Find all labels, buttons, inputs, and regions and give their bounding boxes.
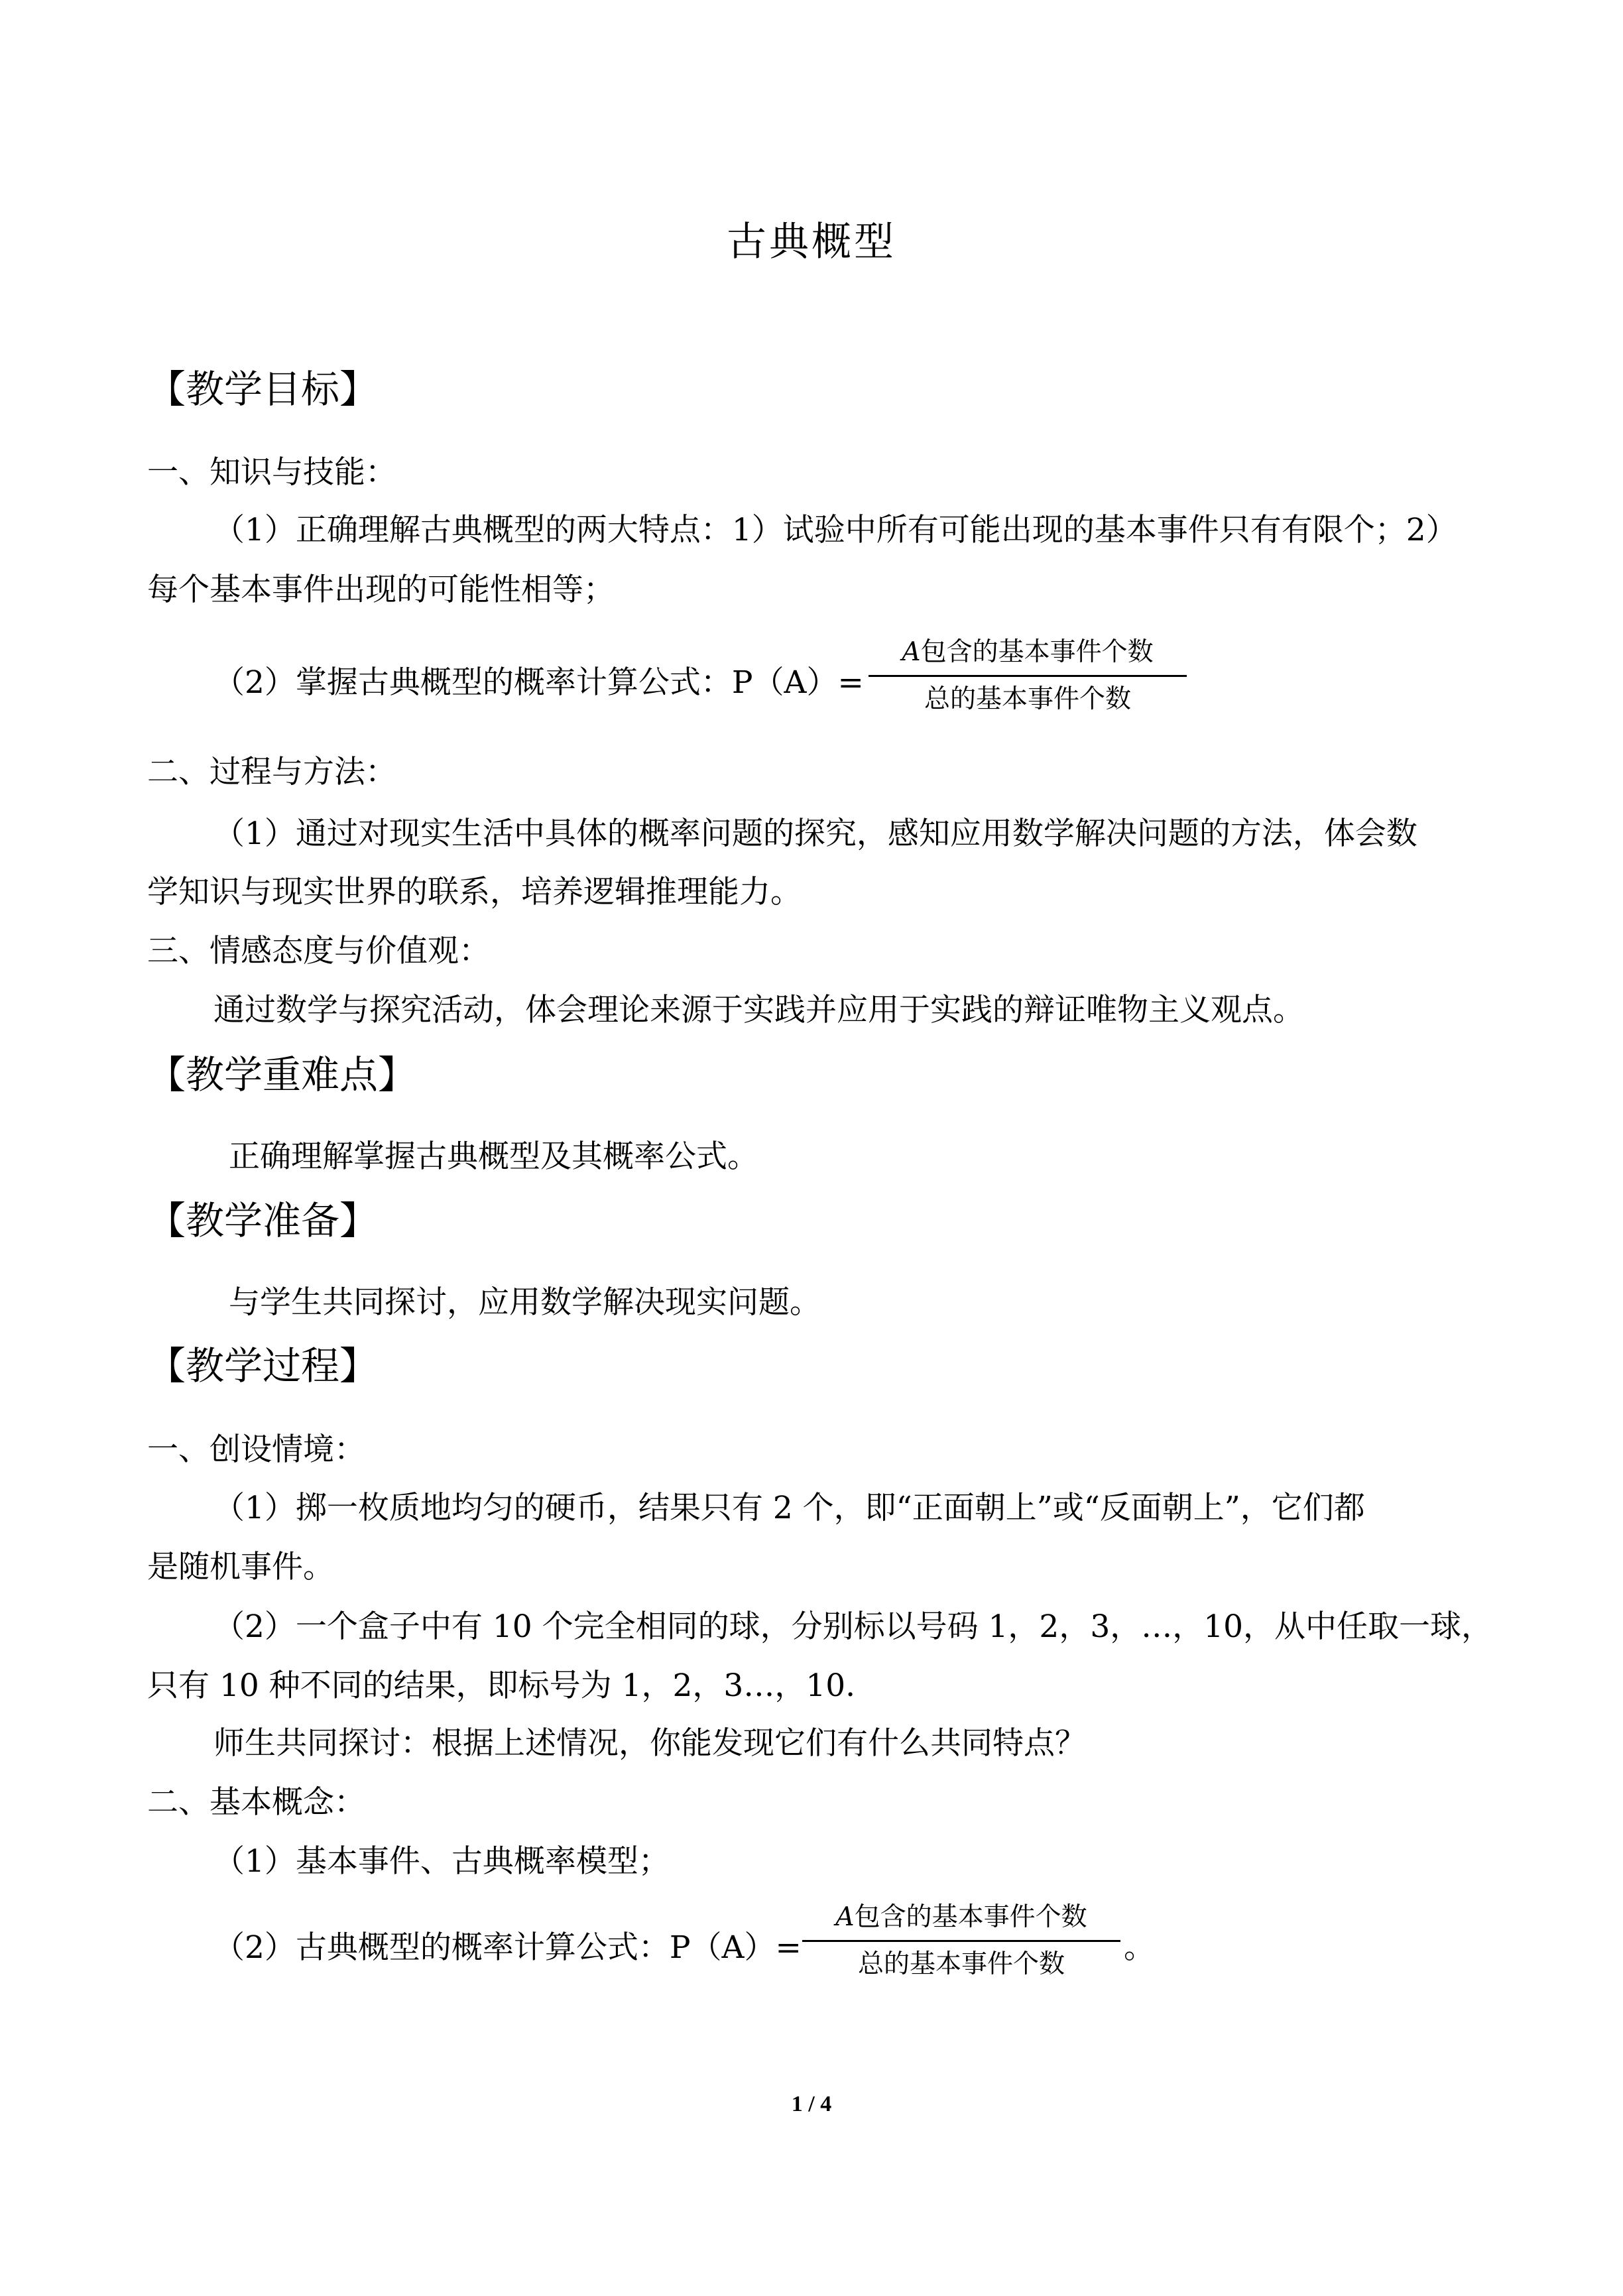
- process-part1-item1-line2: 是随机事件。: [147, 1549, 334, 1585]
- fraction-bar: [802, 1940, 1120, 1942]
- goals-part3-label: 三、情感态度与价值观：: [147, 933, 490, 969]
- goals-part2-item1-line1: （1）通过对现实生活中具体的概率问题的探究，感知应用数学解决问题的方法，体会数: [213, 816, 1417, 852]
- formula-denominator: 总的基本事件个数: [857, 1949, 1065, 1979]
- process-part2-label: 二、基本概念：: [147, 1784, 365, 1821]
- document-title: 古典概型: [727, 219, 896, 265]
- goals-part1-label: 一、知识与技能：: [147, 454, 396, 491]
- goals-part3-text: 通过数学与探究活动，体会理论来源于实践并应用于实践的辩证唯物主义观点。: [213, 992, 1304, 1028]
- process-part1-label: 一、创设情境：: [147, 1431, 365, 1468]
- formula-denominator: 总的基本事件个数: [924, 684, 1131, 714]
- formula-prefix: （2）古典概型的概率计算公式：P（A）=: [213, 1929, 802, 1966]
- goals-part2-label: 二、过程与方法：: [147, 754, 396, 790]
- goals-part1-item1-line2: 每个基本事件出现的可能性相等；: [147, 572, 615, 608]
- formula-numerator: A包含的基本事件个数: [835, 1902, 1087, 1932]
- page-number: 1 / 4: [791, 2092, 832, 2116]
- formula-prefix: （2）掌握古典概型的概率计算公式：P（A）=: [213, 664, 864, 701]
- section-heading-goals: 【教学目标】: [147, 367, 379, 412]
- goals-part1-item1-line1: （1）正确理解古典概型的两大特点：1）试验中所有可能出现的基本事件只有有限个；2）: [213, 512, 1457, 548]
- formula-fraction: [869, 635, 1187, 717]
- process-part1-discussion: 师生共同探讨：根据上述情况，你能发现它们有什么共同特点？: [213, 1725, 1086, 1762]
- section-heading-key-points: 【教学重难点】: [147, 1052, 417, 1097]
- section-heading-process: 【教学过程】: [147, 1343, 379, 1388]
- formula-fraction: [802, 1900, 1120, 1982]
- section-heading-preparation: 【教学准备】: [147, 1198, 379, 1243]
- preparation-text: 与学生共同探讨，应用数学解决现实问题。: [229, 1284, 821, 1321]
- process-part2-item1: （1）基本事件、古典概率模型；: [213, 1843, 670, 1880]
- process-part1-item2-line2: 只有 10 种不同的结果，即标号为 1，2，3…，10.: [147, 1667, 856, 1704]
- process-part1-item2-line1: （2）一个盒子中有 10 个完全相同的球，分别标以号码 1，2，3，…，10，从中任取一球，: [213, 1608, 1493, 1645]
- formula-numerator: A包含的基本事件个数: [902, 637, 1154, 667]
- fraction-bar: [869, 675, 1187, 677]
- formula-suffix: 。: [1124, 1929, 1155, 1966]
- process-part1-item1-line1: （1）掷一枚质地均匀的硬币，结果只有 2 个，即“正面朝上”或“反面朝上”，它们都: [213, 1490, 1365, 1526]
- goals-part2-item1-line2: 学知识与现实世界的联系，培养逻辑推理能力。: [147, 874, 802, 910]
- key-points-text: 正确理解掌握古典概型及其概率公式。: [229, 1138, 758, 1175]
